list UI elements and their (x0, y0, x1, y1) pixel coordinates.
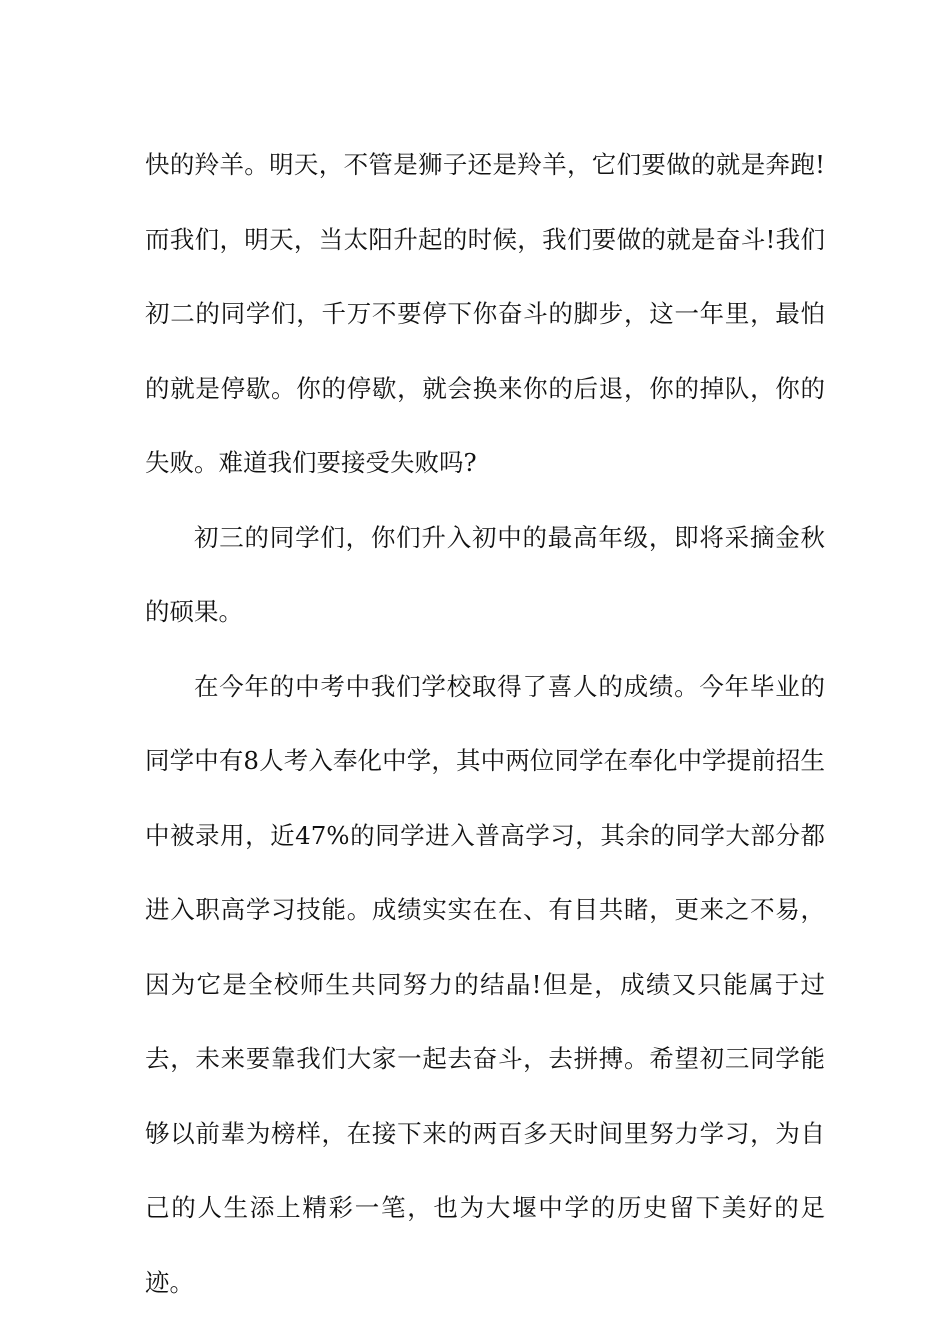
paragraph-2: 初三的同学们，你们升入初中的最高年级，即将采摘金秋的硕果。 (145, 522, 825, 626)
paragraph-3: 在今年的中考中我们学校取得了喜人的成绩。今年毕业的同学中有8人考入奉化中学，其中两位同学在奉化中学提前招生中被录用，近47%的同学进入普高学习，其余的同学大部分都进入职高学习技能。成绩实实在在、有目共睹，更来之不易，因为它是全校师生共同努力的结晶!但是，成绩又只能属于过去，未来要靠我们大家一起去奋斗，去拼搏。希望初三同学能够以前辈为榜样，在接下来的两百多天时间里努力学习，为自己的人生添上精彩一笔，也为大堰中学的历史留下美好的足迹。 (145, 671, 825, 1297)
paragraph-1: 快的羚羊。明天，不管是狮子还是羚羊，它们要做的就是奔跑!而我们，明天，当太阳升起的时候，我们要做的就是奋斗!我们初二的同学们，千万不要停下你奋斗的脚步，这一年里，最怕的就是停歇。你的停歇，就会换来你的后退，你的掉队，你的失败。难道我们要接受失败吗? (145, 150, 825, 477)
body-text (145, 128, 825, 1320)
